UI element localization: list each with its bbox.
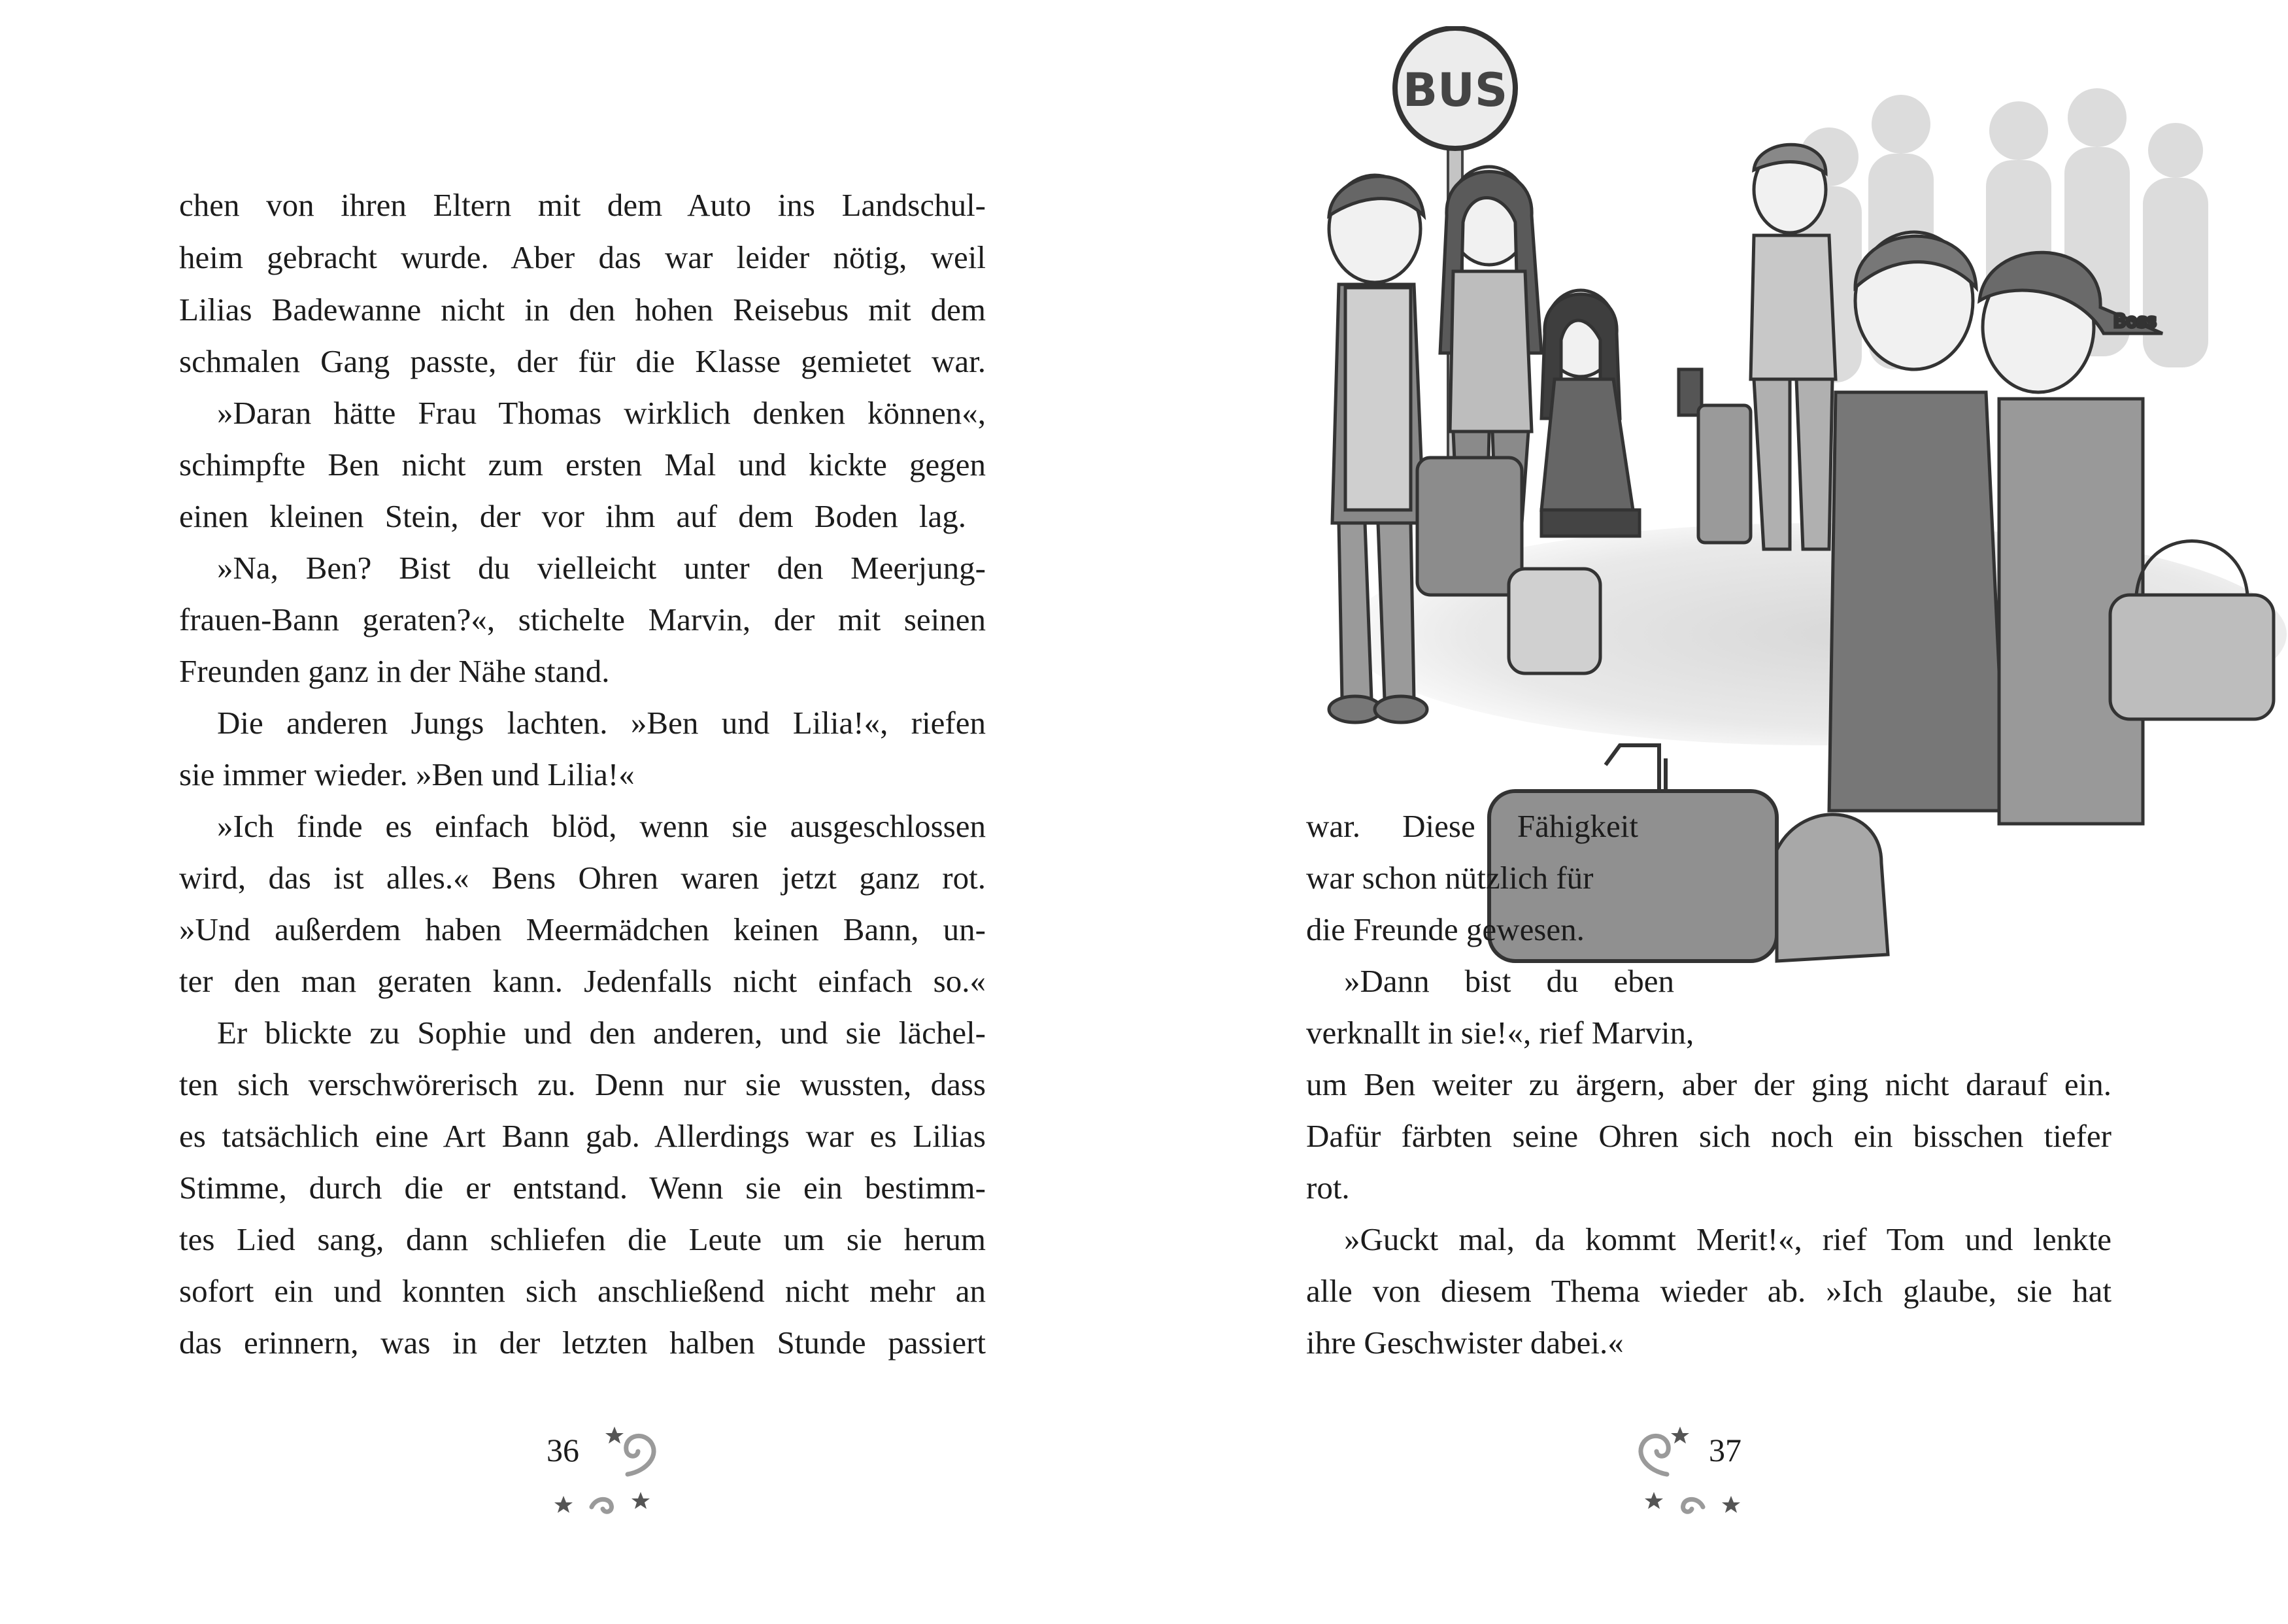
text-line: sie immer wieder. »Ben und Lilia!« <box>179 756 635 792</box>
text-line: ihre Geschwister dabei.« <box>1306 1325 1624 1361</box>
cap-text: Boss <box>2113 310 2157 331</box>
text-line: die Freunde gewesen. <box>1306 911 1585 947</box>
text-line: war schon nützlich für <box>1306 860 1594 896</box>
text-line: sofort ein und konnten sich anschließend nicht mehr an <box>179 1273 986 1309</box>
hugging-boys <box>1829 232 2162 824</box>
text-line: einen kleinen Stein, der vor ihm auf dem Boden lag. <box>179 498 966 534</box>
text-line: schmalen Gang passte, der für die Klasse gemietet war. <box>179 343 986 379</box>
text-line: »Und außerdem haben Meermädchen keinen Bann, un- <box>179 911 986 947</box>
text-line: »Daran hätte Frau Thomas wirklich denken können«, <box>217 395 986 431</box>
text-line: tes Lied sang, dann schliefen die Leute um sie herum <box>179 1221 986 1257</box>
text-line: war. Diese Fähigkeit <box>1306 808 1638 844</box>
text-line: Lilias Badewanne nicht in den hohen Reisebus mit dem <box>179 292 986 328</box>
text-line: verknallt in sie!«, rief Marvin, <box>1306 1015 1694 1051</box>
page-number: 36 <box>547 1432 579 1468</box>
text-line: um Ben weiter zu ärgern, aber der ging nicht darauf ein. <box>1306 1066 2111 1102</box>
bus-sign-text: BUS <box>1402 63 1508 117</box>
text-line: alle von diesem Thema wieder ab. »Ich glaube, sie hat <box>1306 1273 2111 1309</box>
text-line: Dafür färbten seine Ohren sich noch ein bisschen tiefer <box>1306 1118 2111 1154</box>
text-line: ter den man geraten kann. Jedenfalls nicht einfach so.« <box>179 963 986 999</box>
swirl-star-ornament-icon <box>1621 1419 1745 1517</box>
text-line: Stimme, durch die er entstand. Wenn sie ein bestimm- <box>179 1170 986 1206</box>
text-line: »Ich finde es einfach blöd, wenn sie ausgeschlossen <box>217 808 986 844</box>
text-line: schimpfte Ben nicht zum ersten Mal und kickte gegen <box>179 447 986 482</box>
text-line: »Na, Ben? Bist du vielleicht unter den Meerjung- <box>217 550 986 586</box>
text-line: heim gebracht wurde. Aber das war leider nötig, weil <box>179 239 986 275</box>
text-line: ten sich verschwörerisch zu. Denn nur sie wussten, dass <box>179 1066 986 1102</box>
swirl-star-ornament-icon <box>549 1419 673 1517</box>
text-line: frauen-Bann geraten?«, stichelte Marvin, der mit seinen <box>179 601 986 637</box>
text-line: Die anderen Jungs lachten. »Ben und Lilia!«, riefen <box>217 705 986 741</box>
text-line: »Dann bist du eben <box>1344 963 1674 999</box>
girl-figure-sitting <box>1541 290 1702 536</box>
text-line: »Guckt mal, da kommt Merit!«, rief Tom und lenkte <box>1344 1221 2111 1257</box>
text-line: Freunden ganz in der Nähe stand. <box>179 653 610 689</box>
text-line: das erinnern, was in der letzten halben Stunde passiert <box>179 1325 986 1361</box>
backpack-bottom <box>1777 815 1888 961</box>
text-line: rot. <box>1306 1170 1350 1206</box>
text-line: wird, das ist alles.« Bens Ohren waren jetzt ganz rot. <box>179 860 986 896</box>
text-line: chen von ihren Eltern mit dem Auto ins Landschul- <box>179 187 986 223</box>
page-number: 37 <box>1709 1432 1741 1468</box>
text-line: Er blickte zu Sophie und den anderen, und sie lächel- <box>217 1015 986 1051</box>
boy-figure-waving <box>1698 144 1836 549</box>
text-line: es tatsächlich eine Art Bann gab. Allerdings war es Lilias <box>179 1118 986 1154</box>
